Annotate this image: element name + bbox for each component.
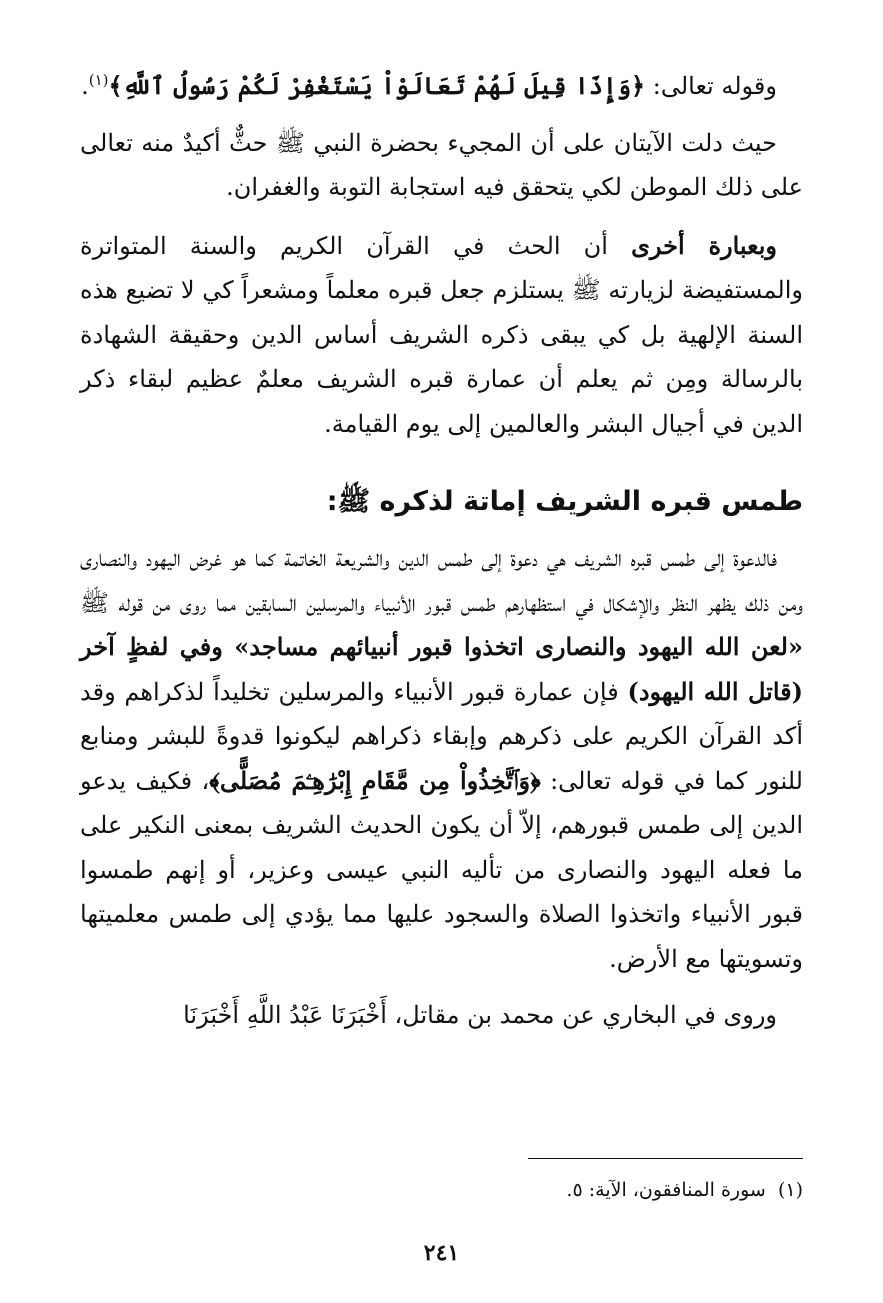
paragraph-explanation (80, 121, 803, 210)
paragraph-bukhari-narration (80, 993, 803, 1038)
footnote-text: سورة المنافقون، الآية: ٥. (566, 1179, 766, 1201)
paragraph-lead: وقوله تعالى: (645, 72, 777, 100)
paragraph-text-part-1: فالدعوة إلى طمس قبره الشريف هي دعوة إلى طمس الدين والشريعة الخاتمة كما هو غرض اليهود والنصارى ومن ذلك يظهر النظر والإشكال في استظهارهم طمس قبور الأنبياء والمرسلين السابقين مما روى من قوله ﷺ (80, 544, 803, 617)
paragraph-text: وروى في البخاري عن محمد بن مقاتل، أَخْبَرَنَا عَبْدُ اللَّهِ أَخْبَرَنَا (183, 1001, 777, 1029)
paragraph-text: حيث دلت الآيتان على أن المجيء بحضرة النبي ﷺ حثٌّ أكيدٌ منه تعالى على ذلك الموطن لكي يتحقق فيه استجابة التوبة والغفران. (80, 128, 803, 201)
paragraph-in-other-words (80, 224, 803, 447)
paragraph-text-part-3: ، فكيف يدعو الدين إلى طمس قبورهم، إلاّ أن يكون الحديث الشريف بمعنى النكير على ما فعله اليهود والنصارى من تأليه النبي عيسى وعزير، أو إنهم طمسوا قبور الأنبياء واتخذوا الصلاة والسجود عليها مما يؤدي إلى طمس معلميتها وتسويتها مع الأرض. (80, 766, 804, 973)
paragraph-verse-quote (80, 58, 803, 109)
page-number: ٢٤١ (423, 1240, 460, 1266)
hadith-quote: «لعن الله اليهود والنصارى اتخذوا قبور أنبيائهم مساجد» وفي لفظٍ آخر (قاتل الله اليهود) (80, 632, 803, 706)
footnote (566, 1176, 803, 1204)
bold-lead-phrase: وبعبارة أخرى (631, 230, 778, 260)
paragraph-tail: . (81, 72, 89, 100)
quran-verse: ﴿وَإِذَا قِيلَ لَهُمْ تَعَالَوْاْ يَسْتَغْفِرْ لَكُمْ رَسُولُ ٱللَّهِ﴾ (108, 71, 646, 100)
paragraph-text-part-2: فإن عمارة قبور الأنبياء والمرسلين تخليداً لذكراهم وقد أكد القرآن الكريم على ذكرهم وإبقاء ذكراهم ليكونوا قدوةً للبشر ومنابع للنور كما في قوله تعالى: (80, 677, 803, 795)
footnote-reference: (١) (88, 71, 109, 89)
footnote-number: (١) (777, 1179, 803, 1201)
section-heading: طمس قبره الشريف إماتة لذكره ﷺ: (326, 486, 803, 517)
paragraph-text: أن الحث في القرآن الكريم والسنة المتواترة والمستفيضة لزيارته ﷺ يستلزم جعل قبره معلماً ومشعراً كي لا تضيع هذه السنة الإلهية بل كي يبقى ذكره الشريف أساس الدين وحقيقة الشهادة بالرسالة ومِن ثم يعلم أن عمارة قبره الشريف معلمٌ عظيم لبقاء ذكر الدين في أجيال البشر والعالمين إلى يوم القيامة. (80, 231, 803, 438)
paragraph-main-argument (80, 536, 803, 981)
footnote-divider (528, 1158, 803, 1159)
quran-verse: ﴿وَٱتَّخِذُواْ مِن مَّقَامِ إِبْرَٰهِـۧمَ مُصَلًّى﴾ (209, 765, 541, 795)
